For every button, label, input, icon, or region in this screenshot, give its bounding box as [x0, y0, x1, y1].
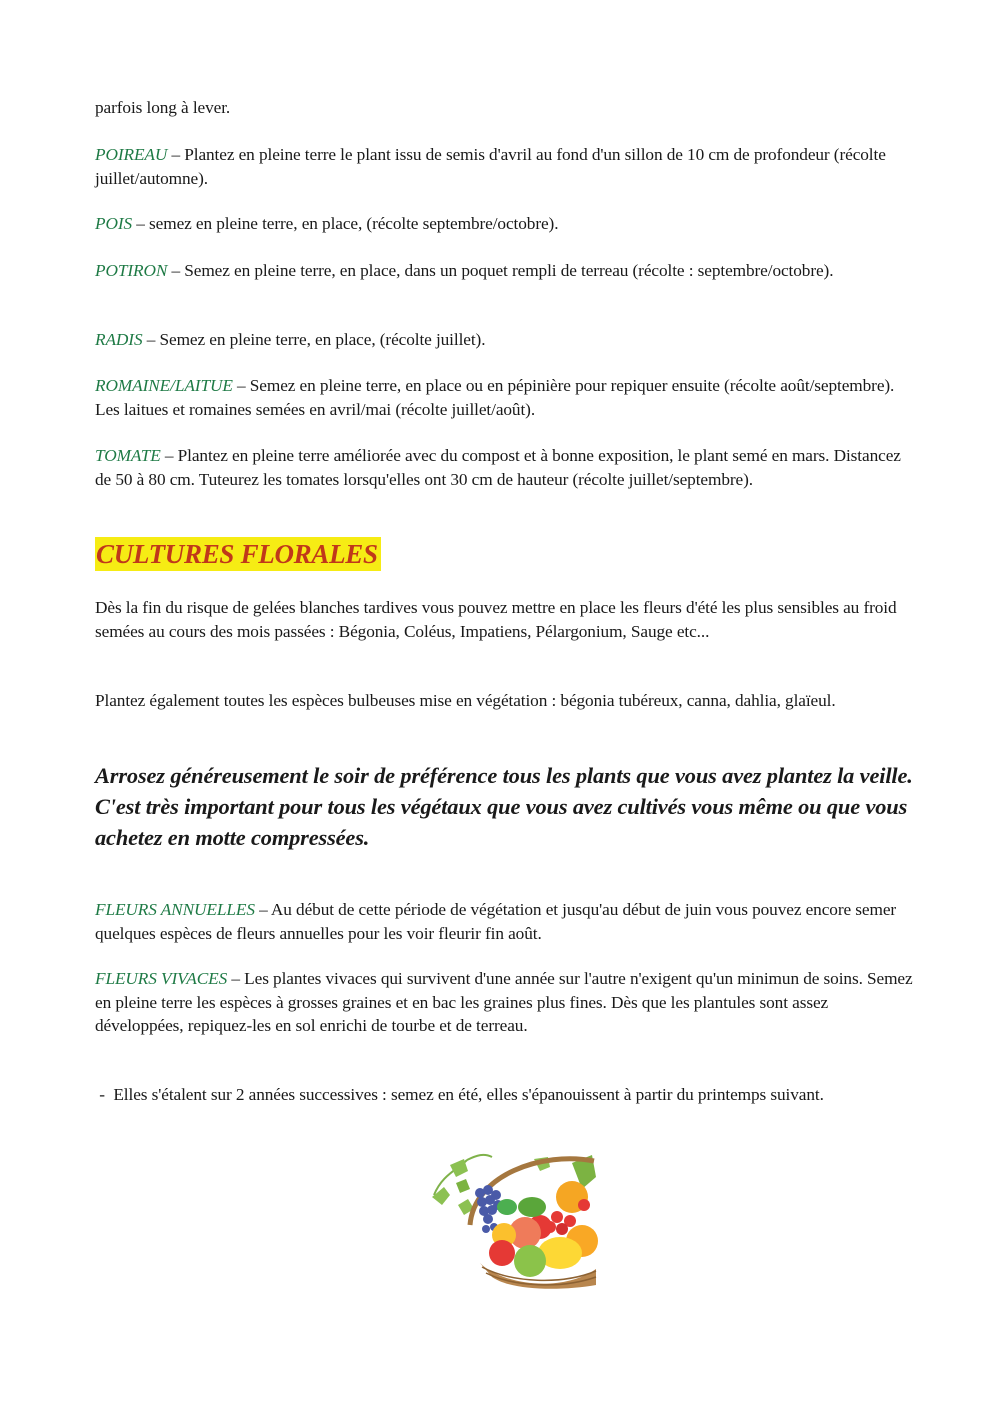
entry-keyword: FLEURS ANNUELLES	[95, 900, 255, 919]
entry-text: – semez en pleine terre, en place, (récolte septembre/octobre).	[132, 214, 559, 233]
intro-continuation: parfois long à lever.	[95, 98, 231, 117]
floral-paragraph: Plantez également toutes les espèces bulbeuses mise en végétation : bégonia tubéreux, canna, dahlia, glaïeul.	[95, 691, 836, 710]
entry-text: – Plantez en pleine terre améliorée avec du compost et à bonne exposition, le plant semé en mars. Distancez de 50 à 80 cm. Tuteurez les tomates lorsqu'elles ont 30 cm de hauteur (récolte juillet/septembre).	[95, 446, 901, 489]
floral-paragraph: Dès la fin du risque de gelées blanches tardives vous pouvez mettre en place les fleurs d'été les plus sensibles au froid semées au cours des mois passées : Bégonia, Coléus, Impatiens, Pélargonium, Sauge etc...	[95, 598, 897, 641]
watering-emphasis: Arrosez généreusement le soir de préférence tous les plants que vous avez plantez la veille. C'est très important pour tous les végétaux que vous avez cultivés vous même ou que vous achetez en motte compressées.	[95, 763, 913, 850]
entry-text: – Les plantes vivaces qui survivent d'une année sur l'autre n'exigent qu'un minimun de soins. Semez en pleine terre les espèces à grosses graines et en bac les graines plus fines. Dès que les plantules sont assez développées, repiquez-les en sol enrichi de tourbe et de terreau.	[95, 969, 913, 1035]
entry-radis	[95, 328, 915, 352]
entry-keyword: POTIRON	[95, 261, 168, 280]
fruit-basket-image	[422, 1145, 598, 1290]
entry-keyword: ROMAINE/LAITUE	[95, 376, 233, 395]
entry-keyword: RADIS	[95, 330, 143, 349]
entry-text: – Semez en pleine terre, en place, (récolte juillet).	[142, 330, 486, 349]
entry-fleurs-vivaces	[95, 967, 915, 1038]
entry-keyword: TOMATE	[95, 446, 161, 465]
bullet-note: - Elles s'étalent sur 2 années successives : semez en été, elles s'épanouissent à partir du printemps suivant.	[95, 1085, 824, 1104]
entry-poireau	[95, 143, 915, 190]
entry-pois	[95, 212, 915, 236]
entry-text: – Semez en pleine terre, en place, dans un poquet rempli de terreau (récolte : septembre/octobre).	[167, 261, 834, 280]
entry-keyword: POIREAU	[95, 145, 168, 164]
entry-fleurs-annuelles	[95, 898, 915, 945]
entry-keyword: POIS	[95, 214, 133, 233]
entry-text: – Semez en pleine terre, en place ou en pépinière pour repiquer ensuite (récolte août/septembre). Les laitues et romaines semées en avril/mai (récolte juillet/août).	[95, 376, 895, 419]
section-heading: CULTURES FLORALES	[95, 537, 381, 571]
entry-text: – Au début de cette période de végétation et jusqu'au début de juin vous pouvez encore semer quelques espèces de fleurs annuelles pour les voir fleurir fin août.	[95, 900, 897, 943]
entry-romaine-laitue	[95, 374, 915, 421]
entry-potiron	[95, 259, 915, 283]
entry-text: – Plantez en pleine terre le plant issu de semis d'avril au fond d'un sillon de 10 cm de profondeur (récolte juillet/automne).	[95, 145, 886, 188]
entry-keyword: FLEURS VIVACES	[95, 969, 228, 988]
entry-tomate	[95, 444, 915, 491]
